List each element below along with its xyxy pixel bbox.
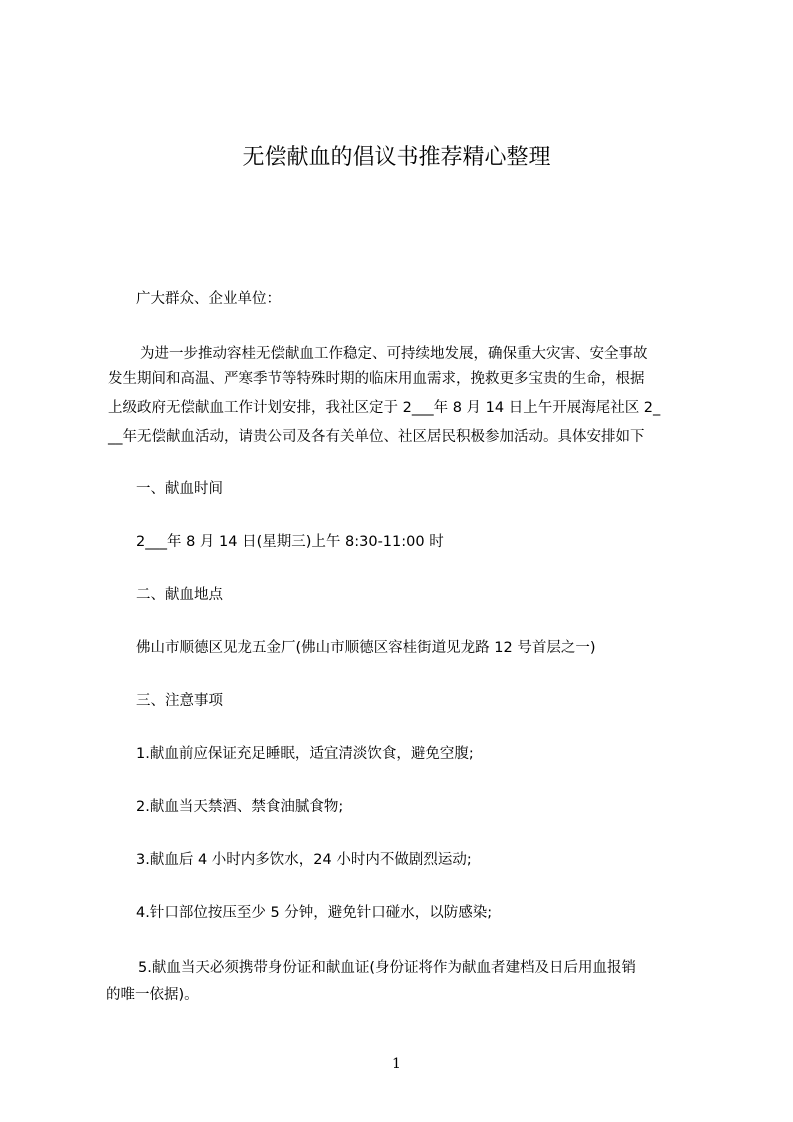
note-item: 4.针口部位按压至少 5 分钟，避免针口碰水，以防感染; xyxy=(136,905,493,921)
note-item: 2.献血当天禁酒、禁食油腻食物; xyxy=(136,799,344,815)
note-item: 5.献血当天必须携带身份证和献血证(身份证将作为献血者建档及日后用血报销 xyxy=(138,960,636,976)
section-heading-time: 一、献血时间 xyxy=(136,481,223,497)
intro-line: 上级政府无偿献血工作计划安排，我社区定于 2___年 8 月 14 日上午开展海尾社区 2_ xyxy=(108,400,661,416)
document-title: 无偿献血的倡议书推荐精心整理 xyxy=(242,145,551,170)
section-heading-notes: 三、注意事项 xyxy=(136,693,223,709)
intro-line: 发生期间和高温、严寒季节等特殊时期的临床用血需求，挽救更多宝贵的生命，根据 xyxy=(108,371,645,387)
donation-location-text: 佛山市顺德区见龙五金厂(佛山市顺德区容桂街道见龙路 12 号首层之一) xyxy=(136,640,596,656)
salutation: 广大群众、企业单位： xyxy=(136,291,281,307)
section-heading-location: 二、献血地点 xyxy=(136,587,223,603)
intro-line: __年无偿献血活动，请贵公司及各有关单位、社区居民积极参加活动。具体安排如下 xyxy=(108,429,645,445)
note-item-continuation: 的唯一依据)。 xyxy=(106,987,199,1003)
note-item: 3.献血后 4 小时内多饮水，24 小时内不做剧烈运动; xyxy=(136,852,472,868)
note-item: 1.献血前应保证充足睡眠，适宜清淡饮食，避免空腹; xyxy=(136,746,474,762)
intro-line: 为进一步推动容桂无偿献血工作稳定、可持续地发展，确保重大灾害、安全事故 xyxy=(140,346,648,362)
page-number: 1 xyxy=(392,1056,401,1072)
donation-time-text: 2___年 8 月 14 日(星期三)上午 8:30-11:00 时 xyxy=(136,534,444,550)
